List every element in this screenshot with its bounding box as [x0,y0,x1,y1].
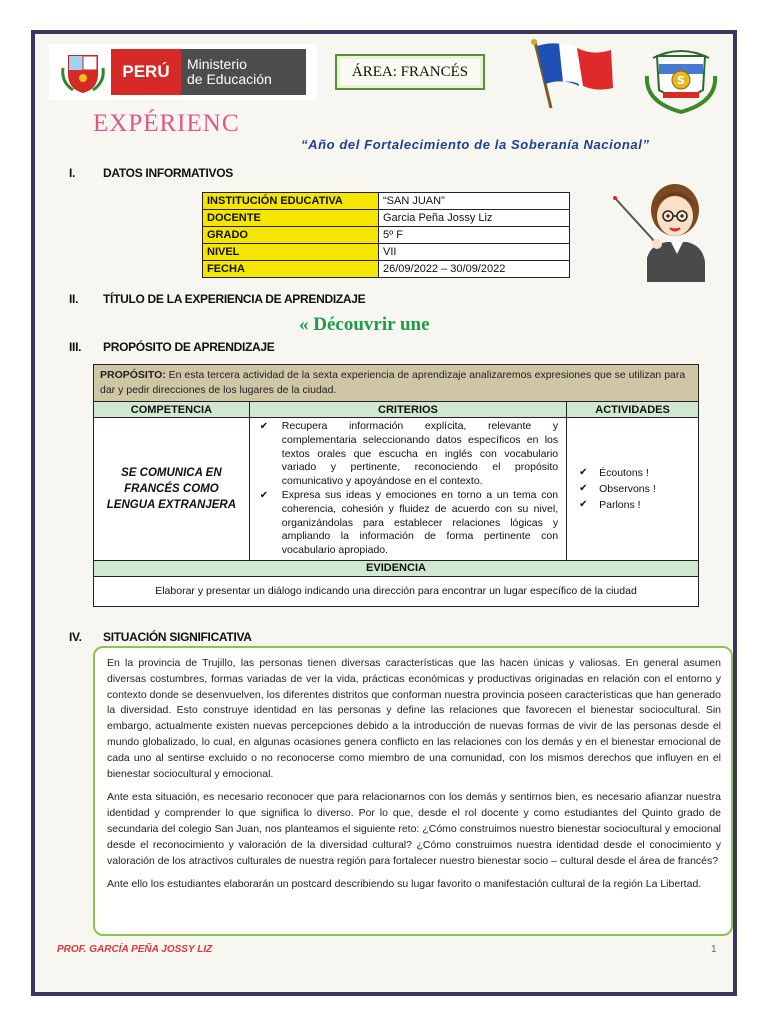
evidence-row [94,576,699,606]
actividades-header: ACTIVIDADES [567,402,699,418]
actividad-item [579,481,692,497]
criterio-item [260,489,558,558]
purpose-header-row [94,402,699,418]
actividad-item [579,465,692,481]
criterio-text: Expresa sus ideas y emociones en torno a un tema con coherencia, cohesión y fluidez de acuerdo con su nivel, organizándolas para establecer relaciones lógicas y ampliando la información de forma pertinente con vocabulario apropiado. [281,488,559,557]
section-1-heading [69,166,233,180]
situation-paragraph: Ante esta situación, es necesario reconocer que para relacionarnos con los demás y sentirnos bien, es necesario afianzar nuestra identidad y comprender lo que significa lo diverso. Por lo que, desde el rol docente y como estudiantes del Quinto grado de secundaria del colegio San Juan, nos planteamos el siguiente reto: ¿Cómo construimos nuestro bienestar sociocultural y emocional desde el reconocimiento y valoración de la diversidad cultural? ¿Cómo construimos nuestra identidad desde el conocimiento y valoración de los atractivos culturales de nuestra región para fortalecer nuestro bienestar socio – cultural desde el área de francés? [107,791,721,867]
actividades-cell [567,418,699,561]
situation-paragraph: Ante ello los estudiantes elaborarán un postcard describiendo su lugar favorito o manifestación cultural de la región La Libertad. [107,878,702,891]
info-row [203,210,570,227]
section-3-title: PROPÓSITO DE APRENDIZAJE [103,340,275,354]
info-value: “SAN JUAN” [379,193,570,210]
purpose-row [94,365,699,402]
footer-author: PROF. GARCÍA PEÑA JOSSY LIZ [57,944,213,955]
evidence-header: EVIDENCIA [94,560,699,576]
info-row [203,244,570,261]
criterio-item [260,420,558,489]
competencia-header: COMPETENCIA [94,402,250,418]
check-icon: ✔ [579,482,588,494]
check-icon: ✔ [259,421,269,432]
info-value: 26/09/2022 – 30/09/2022 [379,261,570,278]
check-icon: ✔ [579,466,588,478]
section-2-title: TÍTULO DE LA EXPERIENCIA DE APRENDIZAJE [103,292,366,306]
check-icon: ✔ [579,498,588,510]
experience-title: EXPÉRIENC [93,110,240,137]
info-value: 5º F [379,227,570,244]
situation-box [93,646,733,936]
evidence-header-row [94,560,699,576]
peru-label: PERÚ [111,49,181,95]
svg-text:S: S [677,74,685,87]
info-table [202,192,570,278]
section-2-heading [69,292,365,306]
criterios-header: CRITERIOS [249,402,566,418]
purpose-text: En esta tercera actividad de la sexta experiencia de aprendizaje analizaremos expresiones que se utilizan para dar y pedir direcciones de los lugares de la ciudad. [100,369,686,396]
situation-paragraph: En la provincia de Trujillo, las personas tienen diversas características que las hacen únicas y valiosas. En general asumen diversas costumbres, formas variadas de ver la vida, prácticas económicas y productivas originadas en relación con el entorno y contexto donde se desenvuelven, los diferentes distritos que conforman nuestra provincia poseen características que han generado la diversidad. Esto construye identidad en las personas y define las relaciones que favorecen el bienestar sociocultural. Sin embargo, actualmente existen nuevas percepciones debido a la introducción de nuevas formas de vivir de las personas desde el mundo globalizado, lo cual, en algunas ocasiones genera conflicto en las relaciones con los demás y en el bienestar emocional de cada uno al sentirse excluido o no reconocerse como miembro de una comunidad, con los mismos derechos que influyen en el bienestar sociocultural y emocional. [107,657,721,780]
competencia-cell: SE COMUNICA EN FRANCÉS COMO LENGUA EXTRANJERA [94,418,250,561]
purpose-content-row [94,418,699,561]
criterios-cell [249,418,566,561]
actividad-item [579,497,692,513]
peru-shield-icon [59,48,107,96]
actividad-text: Écoutons ! [599,466,649,479]
section-1-number: I. [69,166,76,180]
area-label: ÁREA: FRANCÉS [335,54,485,90]
section-3-number: III. [69,340,82,354]
page-number: 1 [711,944,717,955]
info-key: INSTITUCIÓN EDUCATIVA [203,193,379,210]
minedu-logo [49,44,317,100]
info-row [203,227,570,244]
section-4-title: SITUACIÓN SIGNIFICATIVA [103,630,252,644]
ministry-line-2: de Educación [187,71,272,87]
section-4-number: IV. [69,630,82,644]
year-motto: “Año del Fortalecimiento de la Soberanía Nacional” [301,137,650,152]
info-key: NIVEL [203,244,379,261]
school-emblem-icon [641,38,721,114]
info-row [203,193,570,210]
purpose-cell [94,365,699,402]
criterio-text: Recupera información explícita, relevante y complementaria seleccionando datos específicos en los textos orales que escucha en inglés con vocabulario variado y pertinente, reconociendo el propósito comunicativo y apoyándose en el contexto. [281,420,559,488]
info-key: GRADO [203,227,379,244]
ministry-label [181,49,306,95]
page-frame [31,30,737,996]
ministry-line-1: Ministerio [187,56,247,72]
purpose-table [93,364,699,607]
info-row [203,261,570,278]
purpose-label: PROPÓSITO: [100,369,166,381]
teacher-illustration [611,170,711,282]
section-1-title: DATOS INFORMATIVOS [103,166,233,180]
info-value: Garcia Peña Jossy Liz [379,210,570,227]
actividad-text: Parlons ! [599,498,641,511]
section-4-heading [69,630,252,644]
check-icon: ✔ [259,489,269,501]
actividad-text: Observons ! [599,482,656,495]
evidence-text: Elaborar y presentar un diálogo indicando una dirección para encontrar un lugar específico de la ciudad [94,576,699,606]
section-2-number: II. [69,292,79,306]
info-value: VII [379,244,570,261]
info-key: FECHA [203,261,379,278]
french-flag-icon [527,38,617,110]
section-3-heading [69,340,275,354]
experience-subtitle: « Découvrir une [299,314,430,335]
info-key: DOCENTE [203,210,379,227]
